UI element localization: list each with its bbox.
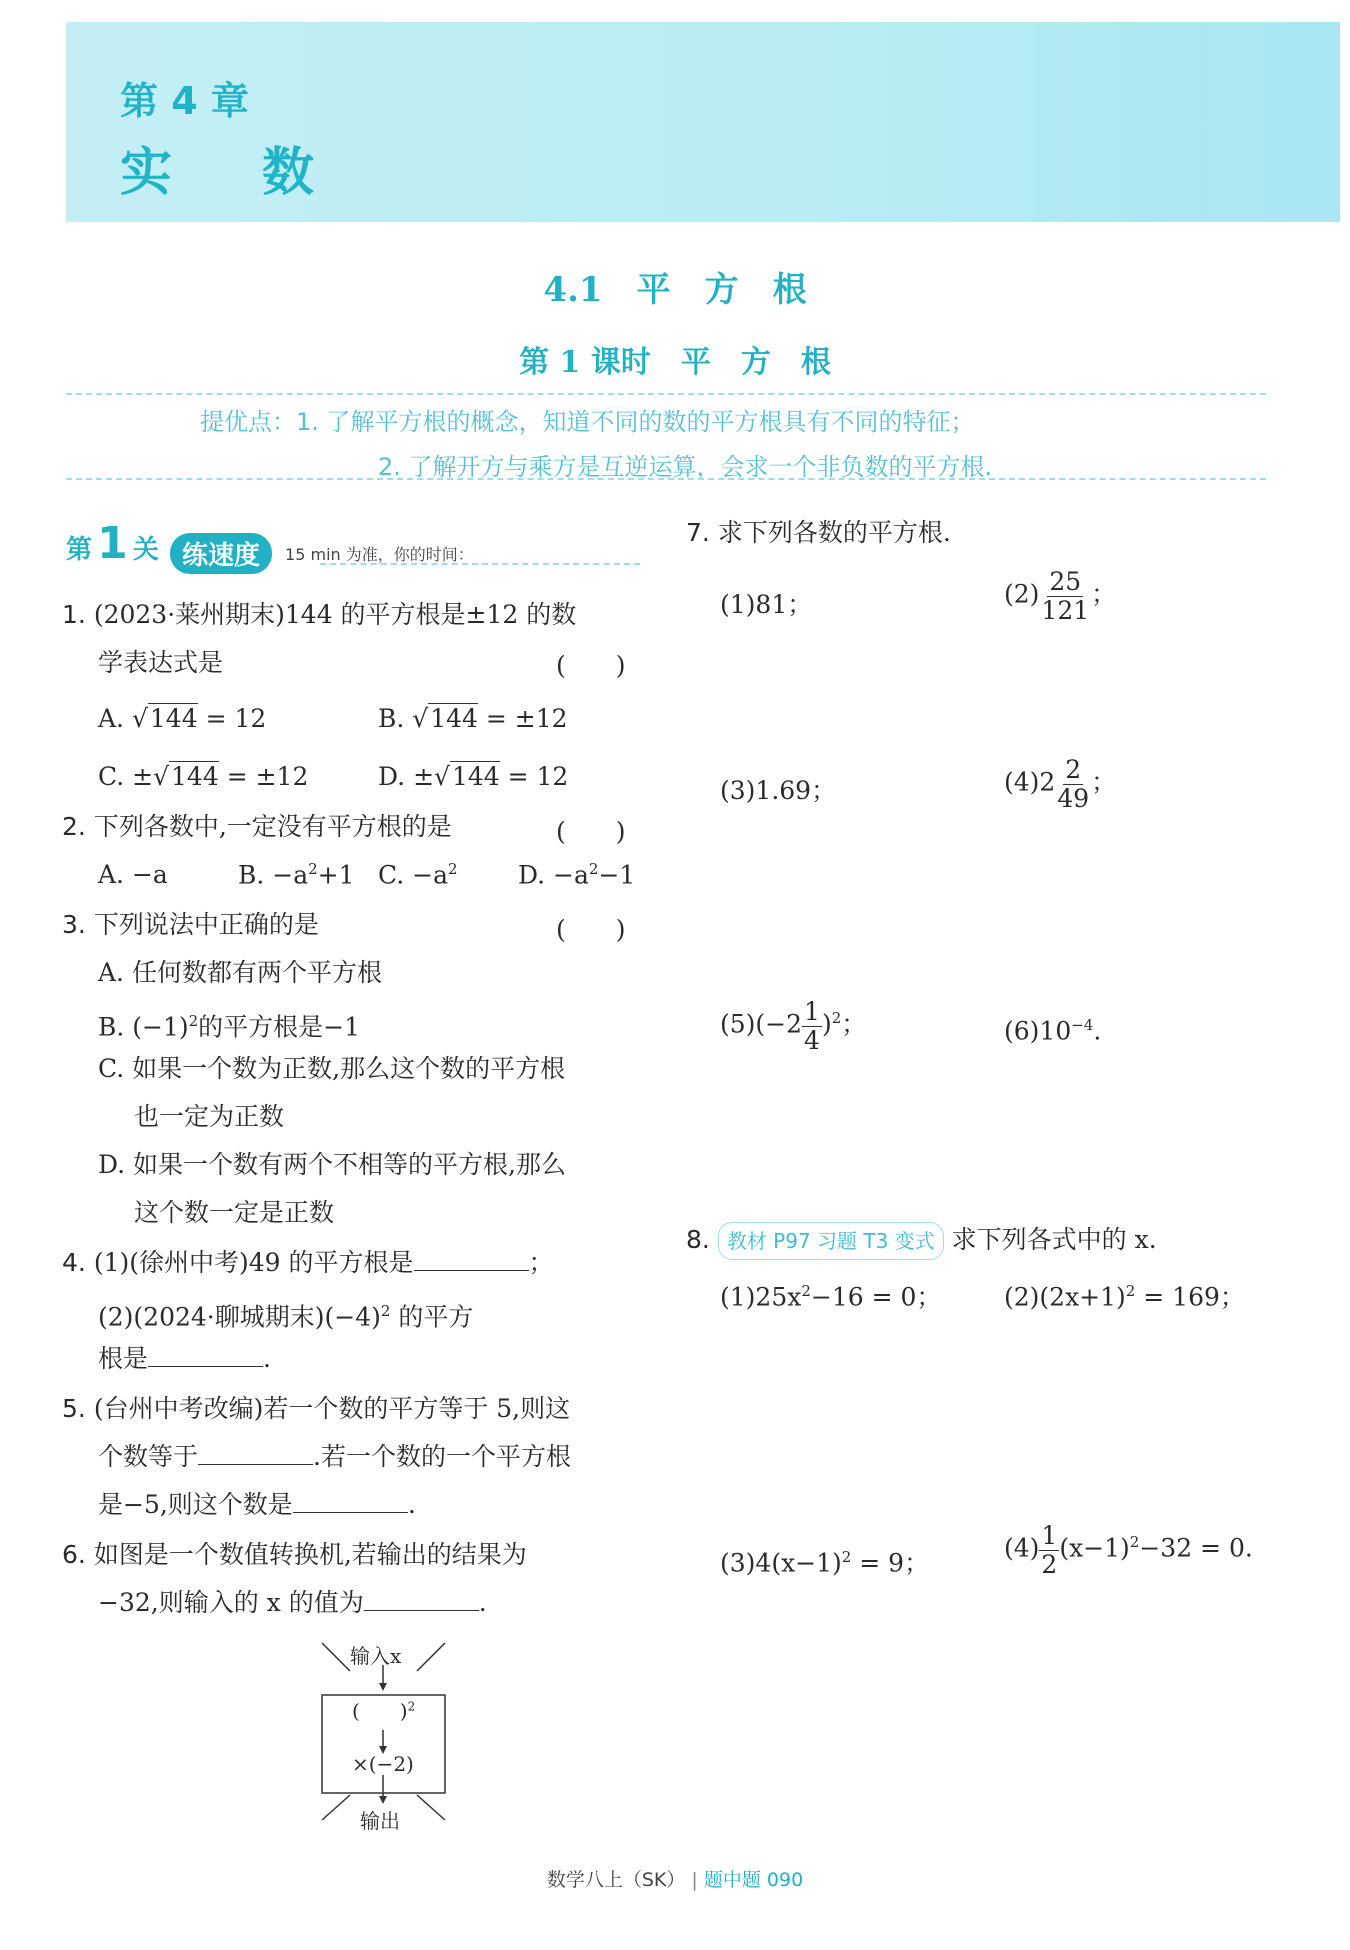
numerator: 1 — [1041, 1521, 1058, 1550]
radicand: 144 — [171, 762, 219, 791]
q4-number: 4. — [62, 1248, 86, 1277]
level-prefix: 第 — [66, 535, 93, 565]
diagram-line — [417, 1795, 445, 1820]
fraction — [1039, 568, 1091, 624]
arrow-head — [379, 1796, 387, 1804]
radicand: 144 — [149, 704, 198, 733]
text: = 9； — [859, 1548, 930, 1578]
punct: . — [263, 1344, 271, 1373]
level-number: 1 — [97, 518, 128, 569]
label: (5) — [720, 1009, 756, 1039]
exponent: 2 — [801, 1282, 811, 1300]
text: .若一个数的一个平方根 — [313, 1442, 571, 1471]
exponent: 2 — [308, 860, 318, 878]
label: (4)2 — [1004, 767, 1056, 797]
q5-line2 — [98, 1440, 571, 1474]
plus-minus: ± — [413, 762, 435, 791]
option-rhs: = ±12 — [485, 704, 568, 733]
lesson-title: 第 1 课时 平 方 根 — [519, 345, 831, 380]
option-letter: A. — [98, 704, 125, 733]
punct: ； — [528, 1248, 554, 1277]
q2-answer-paren: ( ) — [556, 817, 626, 846]
denominator: 4 — [804, 1025, 820, 1055]
diagram-line — [322, 1795, 350, 1820]
exponent: 2 — [188, 1012, 199, 1030]
answer-blank[interactable] — [148, 1342, 263, 1367]
q2-option-a: A. −a — [98, 860, 168, 889]
answer-blank[interactable] — [364, 1586, 479, 1611]
footer-page: 题中题 090 — [703, 1869, 804, 1891]
q1-option-a: A. √144 = 12 — [98, 704, 267, 733]
exponent: 2 — [407, 1699, 416, 1714]
q2-option-d — [518, 860, 635, 889]
q3-answer-paren: ( ) — [556, 915, 626, 944]
q8-part3 — [720, 1540, 929, 1580]
question-2 — [62, 810, 452, 844]
text: = 169； — [1143, 1282, 1245, 1312]
option-text: D. −a — [518, 860, 589, 890]
time-line — [320, 563, 640, 565]
q8-text: 求下列各式中的 x. — [951, 1225, 1157, 1254]
fraction — [1039, 1522, 1059, 1578]
q2-number: 2. — [62, 812, 86, 841]
q3-option-b — [98, 1004, 360, 1044]
q3-option-c-line2: 也一定为正数 — [134, 1102, 285, 1131]
question-6 — [62, 1538, 527, 1572]
question-5 — [62, 1392, 570, 1426]
question-8 — [686, 1222, 1157, 1260]
level-suffix: 关 — [132, 535, 159, 565]
machine-multiply-step: ×(−2) — [352, 1752, 414, 1776]
answer-blank[interactable] — [198, 1440, 313, 1465]
exponent: 2 — [380, 1302, 391, 1320]
q8-number: 8. — [686, 1225, 710, 1254]
q4-part2-line2 — [98, 1342, 271, 1376]
option-text: B. −a — [238, 860, 309, 890]
q1-answer-paren: ( ) — [556, 651, 626, 680]
option-rhs: = ±12 — [226, 762, 309, 791]
chapter-number: 第 4 章 — [120, 79, 249, 123]
level-note: 15 min 为准，你的时间： — [285, 545, 474, 564]
q4-part2-text: (2)(2024·聊城期末)(−4) — [98, 1302, 381, 1332]
question-1 — [62, 598, 652, 632]
option-tail: 的平方根是−1 — [198, 1012, 361, 1042]
diagram-line — [322, 1643, 350, 1671]
q6-line1: 如图是一个数值转换机,若输出的结果为 — [93, 1540, 527, 1569]
text: ) — [821, 1009, 832, 1039]
punct: ； — [841, 1009, 867, 1039]
q5-line3 — [98, 1488, 416, 1522]
option-rhs: = 12 — [205, 704, 267, 733]
q7-part4 — [1004, 756, 1116, 812]
option-text: C. −a — [378, 860, 448, 890]
text: (6)10 — [1004, 1016, 1072, 1046]
exponent: 2 — [1129, 1533, 1140, 1552]
divider — [66, 478, 1266, 480]
q6-number: 6. — [62, 1540, 86, 1569]
radicand: 144 — [430, 704, 478, 733]
answer-blank[interactable] — [414, 1246, 529, 1271]
text: −16 = 0； — [810, 1282, 942, 1312]
exponent: 2 — [831, 1009, 842, 1028]
answer-blank[interactable] — [293, 1488, 408, 1513]
q3-text: 下列说法中正确的是 — [93, 910, 319, 939]
q4-part1: (1)(徐州中考)49 的平方根是 — [93, 1248, 414, 1277]
machine-output-label: 输出 — [360, 1809, 400, 1833]
option-tail: +1 — [317, 860, 355, 890]
level-header — [66, 518, 474, 574]
denominator: 49 — [1057, 783, 1090, 813]
numerator: 25 — [1049, 567, 1082, 596]
chapter-title: 实数 — [120, 143, 405, 203]
q1-text: (2023·莱州期末)144 的平方根是±12 的数 — [93, 600, 577, 629]
text: (−2 — [755, 1009, 803, 1039]
q3-option-c: C. 如果一个数为正数,那么这个数的平方根 — [98, 1054, 566, 1083]
q2-option-c — [378, 860, 458, 889]
text: (1)25x — [720, 1282, 802, 1312]
divider — [66, 393, 1266, 395]
objective-label: 提优点： — [200, 408, 296, 436]
q3-option-d-line2: 这个数一定是正数 — [134, 1198, 335, 1227]
q3-option-a: A. 任何数都有两个平方根 — [98, 958, 382, 987]
option-tail: −1 — [598, 860, 636, 890]
option-text: B. (−1) — [98, 1012, 189, 1042]
q1-option-d: D. ±√144 = 12 — [378, 762, 569, 791]
question-4 — [62, 1246, 554, 1280]
q5-line1: (台州中考改编)若一个数的平方等于 5,则这 — [93, 1394, 571, 1423]
square-paren: ( ) — [352, 1699, 408, 1723]
label: (2) — [1004, 579, 1040, 609]
text: 根是 — [98, 1344, 149, 1373]
page-footer: 数学八上（SK） | 题中题 090 — [546, 1869, 804, 1891]
radicand: 144 — [451, 762, 500, 791]
text: 个数等于 — [98, 1442, 199, 1471]
plus-minus: ± — [132, 762, 154, 791]
q2-option-b — [238, 860, 355, 889]
q1-text-line2: 学表达式是 — [98, 648, 224, 677]
objective-1 — [200, 402, 1150, 437]
q3-number: 3. — [62, 910, 86, 939]
q3-option-d: D. 如果一个数有两个不相等的平方根,那么 — [98, 1150, 566, 1179]
section-title: 4.1 平 方 根 — [543, 270, 807, 310]
q1-option-b: B. √144 = ±12 — [378, 704, 568, 733]
question-3 — [62, 908, 319, 942]
diagram-line — [417, 1643, 445, 1671]
q7-number: 7. — [686, 518, 710, 547]
denominator: 2 — [1041, 1549, 1058, 1579]
exponent: 2 — [447, 860, 458, 878]
option-letter: B. — [378, 704, 405, 733]
text: (2)(2x+1) — [1004, 1282, 1126, 1312]
machine-square-step — [352, 1695, 415, 1724]
level-badge: 练速度 — [170, 533, 272, 574]
q7-part3: (3)1.69； — [720, 776, 837, 805]
option-letter: C. — [98, 762, 125, 791]
q7-part5 — [720, 998, 866, 1054]
exponent: −4 — [1071, 1016, 1094, 1034]
q1-option-c: C. ±√144 = ±12 — [98, 762, 309, 791]
numerator: 2 — [1065, 755, 1082, 784]
punct: . — [1093, 1016, 1102, 1046]
punct: ； — [1091, 767, 1117, 797]
denominator: 121 — [1041, 595, 1090, 625]
exponent: 2 — [588, 860, 599, 878]
q1-number: 1. — [62, 600, 86, 629]
text: −32,则输入的 x 的值为 — [98, 1588, 364, 1617]
objective-2: 2. 了解开方与乘方是互逆运算，会求一个非负数的平方根. — [378, 453, 993, 481]
q6-line2 — [98, 1586, 487, 1620]
exponent: 2 — [841, 1548, 852, 1566]
q4-part2 — [98, 1294, 473, 1334]
punct: ； — [1091, 579, 1117, 609]
text: (3)4(x−1) — [720, 1548, 842, 1578]
text: −32 = 0. — [1139, 1533, 1253, 1563]
question-7 — [686, 516, 951, 550]
q7-text: 求下列各数的平方根. — [717, 518, 951, 547]
q7-part2 — [1004, 568, 1116, 624]
machine-input-label: 输入x — [350, 1644, 402, 1668]
option-rhs: = 12 — [507, 762, 569, 791]
q4-part2-tail: 的平方 — [398, 1302, 474, 1332]
footer-book: 数学八上（SK） — [546, 1869, 686, 1891]
text: 是−5,则这个数是 — [98, 1490, 293, 1519]
text: (x−1) — [1059, 1533, 1130, 1563]
objective-text-1: 1. 了解平方根的概念，知道不同的数的平方根具有不同的特征； — [296, 408, 975, 436]
exponent: 2 — [1125, 1282, 1136, 1300]
label: (4) — [1004, 1533, 1040, 1563]
fraction — [1055, 756, 1091, 812]
numerator: 1 — [804, 997, 820, 1026]
fraction — [802, 998, 822, 1054]
q8-part2 — [1004, 1274, 1245, 1314]
q8-part4 — [1004, 1522, 1253, 1578]
q5-number: 5. — [62, 1394, 86, 1423]
q7-part6 — [1004, 1008, 1101, 1048]
q8-part1 — [720, 1274, 941, 1314]
punct: . — [478, 1588, 487, 1617]
q2-text: 下列各数中,一定没有平方根的是 — [93, 812, 452, 841]
textbook-tag: 教材 P97 习题 T3 变式 — [718, 1222, 944, 1260]
arrow-head — [379, 1683, 387, 1691]
punct: . — [407, 1490, 416, 1519]
option-letter: D. — [378, 762, 406, 791]
q7-part1: (1)81； — [720, 590, 813, 619]
